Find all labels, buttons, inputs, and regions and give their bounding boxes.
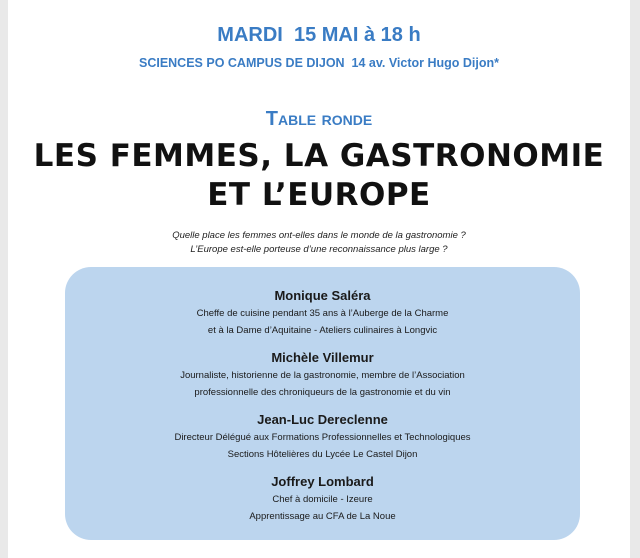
speaker-name: Joffrey Lombard (271, 474, 374, 489)
event-venue: SCIENCES PO CAMPUS DE DIJON 14 av. Victor Hugo Dijon* (138, 56, 500, 70)
speaker-description-line: Directeur Délégué aux Formations Professionnelles et Technologiques (174, 432, 471, 443)
speaker-name: Michèle Villemur (271, 350, 374, 365)
speaker-description-line: et à la Dame d’Aquitaine - Ateliers culinaires à Longvic (207, 325, 438, 336)
speaker-description-line: Journaliste, historienne de la gastronomie, membre de l’Association (180, 370, 465, 381)
event-date: MARDI 15 MAI à 18 h (217, 24, 421, 46)
event-title-line-2: ET L’EUROPE (207, 177, 431, 213)
speaker-description-line: Sections Hôtelières du Lycée Le Castel Dijon (227, 449, 418, 460)
speaker-description-line: professionnelle des chroniqueurs de la gastronomie et du vin (194, 387, 451, 398)
event-kicker: Table ronde (265, 108, 373, 130)
speaker-description-line: Chef à domicile - Izeure (272, 494, 373, 505)
speaker-description-line: Apprentissage au CFA de La Noue (249, 511, 396, 522)
speaker-card (65, 473, 580, 525)
speaker-card (65, 287, 580, 339)
speaker-card (65, 349, 580, 401)
speaker-name: Jean-Luc Dereclenne (257, 412, 388, 427)
event-questions (8, 229, 630, 257)
event-title (8, 137, 630, 215)
event-title-line-1: LES FEMMES, LA GASTRONOMIE (33, 138, 605, 174)
speaker-name: Monique Saléra (274, 288, 371, 303)
flyer-page (8, 0, 630, 558)
question-line-2: L’Europe est-elle porteuse d’une reconnaissance plus large ? (190, 244, 448, 255)
speaker-description-line: Cheffe de cuisine pendant 35 ans à l’Auberge de la Charme (196, 308, 449, 319)
speaker-card (65, 411, 580, 463)
speakers-panel (65, 267, 580, 540)
question-line-1: Quelle place les femmes ont-elles dans le monde de la gastronomie ? (172, 230, 466, 241)
